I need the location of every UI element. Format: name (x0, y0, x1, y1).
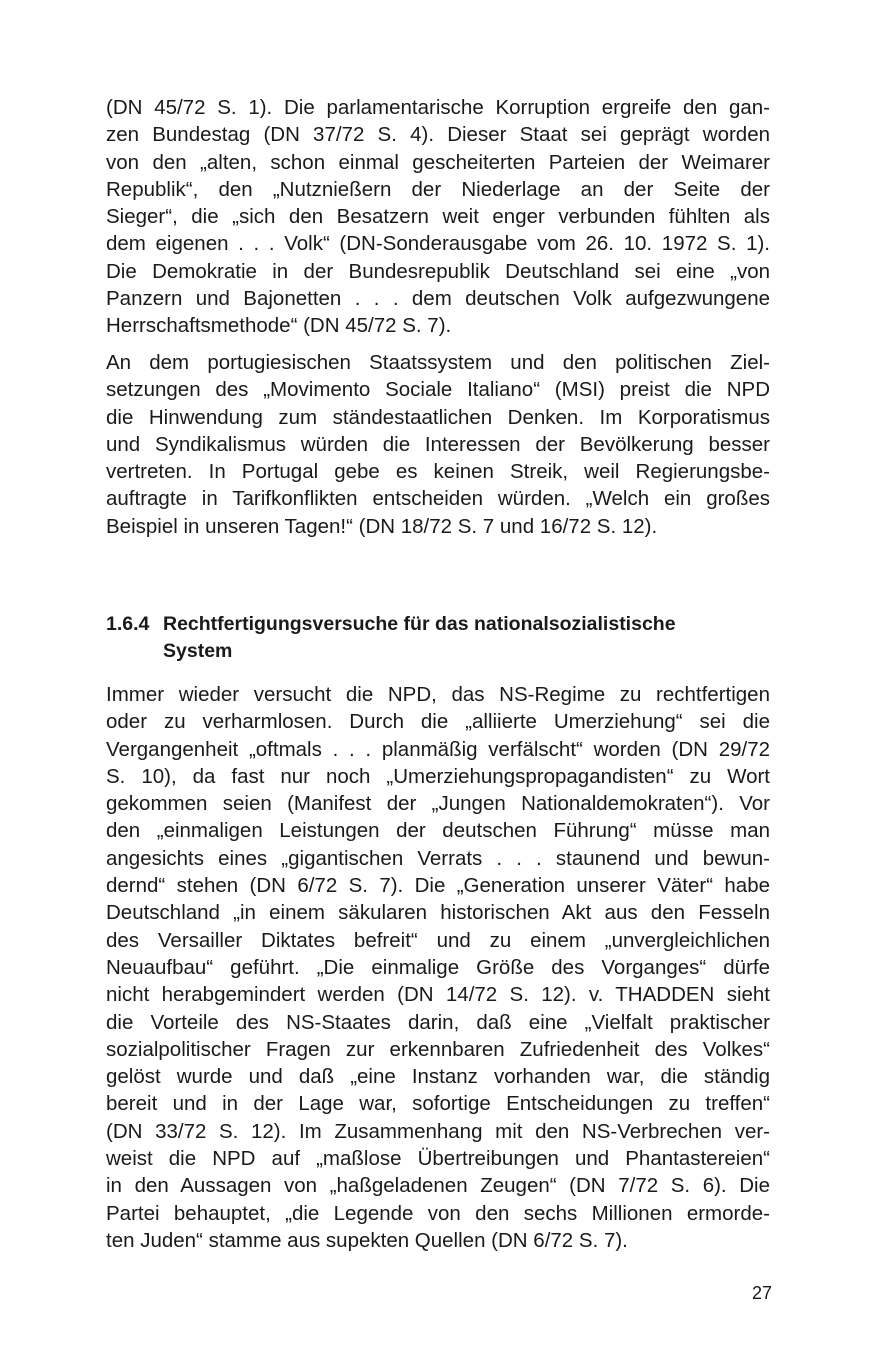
text-line: angesichts eines „gigantischen Verrats . . . staunend und bewun- (106, 846, 770, 870)
text-line: Beispiel in unseren Tagen!“ (DN 18/72 S. 7 und 16/72 S. 12). (106, 514, 658, 538)
text-line: (DN 33/72 S. 12). Im Zusammenhang mit den NS-Verbrechen ver- (106, 1119, 770, 1143)
text-line: Neuaufbau“ geführt. „Die einmalige Größe des Vorganges“ dürfe (106, 955, 770, 979)
section-heading (106, 611, 786, 665)
text-line: weist die NPD auf „maßlose Übertreibungen und Phantastereien“ (106, 1147, 770, 1171)
paragraph-1 (106, 94, 770, 340)
text-line: Die Demokratie in der Bundesrepublik Deutschland sei eine „von (106, 259, 770, 283)
text-line: Panzern und Bajonetten . . . dem deutschen Volk aufgezwungene (106, 287, 770, 311)
text-line: von den „alten, schon einmal gescheiterten Parteien der Weimarer (106, 150, 770, 174)
paragraph-2 (106, 349, 770, 540)
text-line: Deutschland „in einem säkularen historischen Akt aus den Fesseln (106, 901, 770, 925)
paragraph-3 (106, 681, 770, 1254)
text-line: Herrschaftsmethode“ (DN 45/72 S. 7). (106, 314, 452, 338)
text-line: S. 10), da fast nur noch „Umerziehungspropagandisten“ zu Wort (106, 764, 770, 788)
text-line: auftragte in Tarifkonflikten entscheiden würden. „Welch ein großes (106, 487, 770, 511)
text-line: ten Juden“ stamme aus supekten Quellen (DN 6/72 S. 7). (106, 1228, 628, 1252)
text-line: oder zu verharmlosen. Durch die „alliierte Umerziehung“ sei die (106, 710, 770, 734)
text-line: dernd“ stehen (DN 6/72 S. 7). Die „Generation unserer Väter“ habe (106, 874, 770, 898)
text-line: Immer wieder versucht die NPD, das NS-Regime zu rechtfertigen (106, 683, 770, 706)
text-line: gelöst wurde und daß „eine Instanz vorhanden war, die ständig (106, 1065, 770, 1089)
text-line: (DN 45/72 S. 1). Die parlamentarische Korruption ergreife den gan- (106, 96, 770, 119)
section-number: 1.6.4 (106, 613, 150, 635)
section-title-line-1: Rechtfertigungsversuche für das nationalsozialistische (163, 613, 676, 635)
text-line: Vergangenheit „oftmals . . . planmäßig verfälscht“ worden (DN 29/72 (106, 737, 770, 761)
text-line: An dem portugiesischen Staatssystem und den politischen Ziel- (106, 351, 770, 374)
text-line: des Versailler Diktates befreit“ und zu einem „unvergleichlichen (106, 928, 770, 952)
text-line: zen Bundestag (DN 37/72 S. 4). Dieser Staat sei geprägt worden (106, 123, 770, 147)
text-line: Partei behauptet, „die Legende von den sechs Millionen ermorde- (106, 1201, 770, 1225)
text-line: und Syndikalismus würden die Interessen der Bevölkerung besser (106, 432, 770, 456)
text-line: bereit und in der Lage war, sofortige Entscheidungen zu treffen“ (106, 1092, 770, 1116)
text-line: Republik“, den „Nutznießern der Niederlage an der Seite der (106, 177, 770, 201)
text-line: setzungen des „Movimento Sociale Italiano“ (MSI) preist die NPD (106, 378, 770, 402)
text-line: sozialpolitischer Fragen zur erkennbaren Zufriedenheit des Volkes“ (106, 1037, 770, 1061)
text-line: Sieger“, die „sich den Besatzern weit enger verbunden fühlten als (106, 205, 770, 229)
text-line: gekommen seien (Manifest der „Jungen Nationaldemokraten“). Vor (106, 792, 770, 816)
page-number: 27 (751, 1283, 772, 1303)
text-line: vertreten. In Portugal gebe es keinen Streik, weil Regierungsbe- (106, 460, 770, 484)
text-line: den „einmaligen Leistungen der deutschen Führung“ müsse man (106, 819, 770, 843)
text-line: die Vorteile des NS-Staates darin, daß eine „Vielfalt praktischer (106, 1010, 770, 1034)
text-line: in den Aussagen von „haßgeladenen Zeugen“ (DN 7/72 S. 6). Die (106, 1174, 770, 1198)
text-line: die Hinwendung zum ständestaatlichen Denken. Im Korporatismus (106, 405, 770, 429)
text-line: dem eigenen . . . Volk“ (DN-Sonderausgabe vom 26. 10. 1972 S. 1). (106, 232, 770, 256)
section-title-line-2: System (163, 640, 233, 662)
text-line: nicht herabgemindert werden (DN 14/72 S. 12). v. THADDEN sieht (106, 983, 770, 1007)
